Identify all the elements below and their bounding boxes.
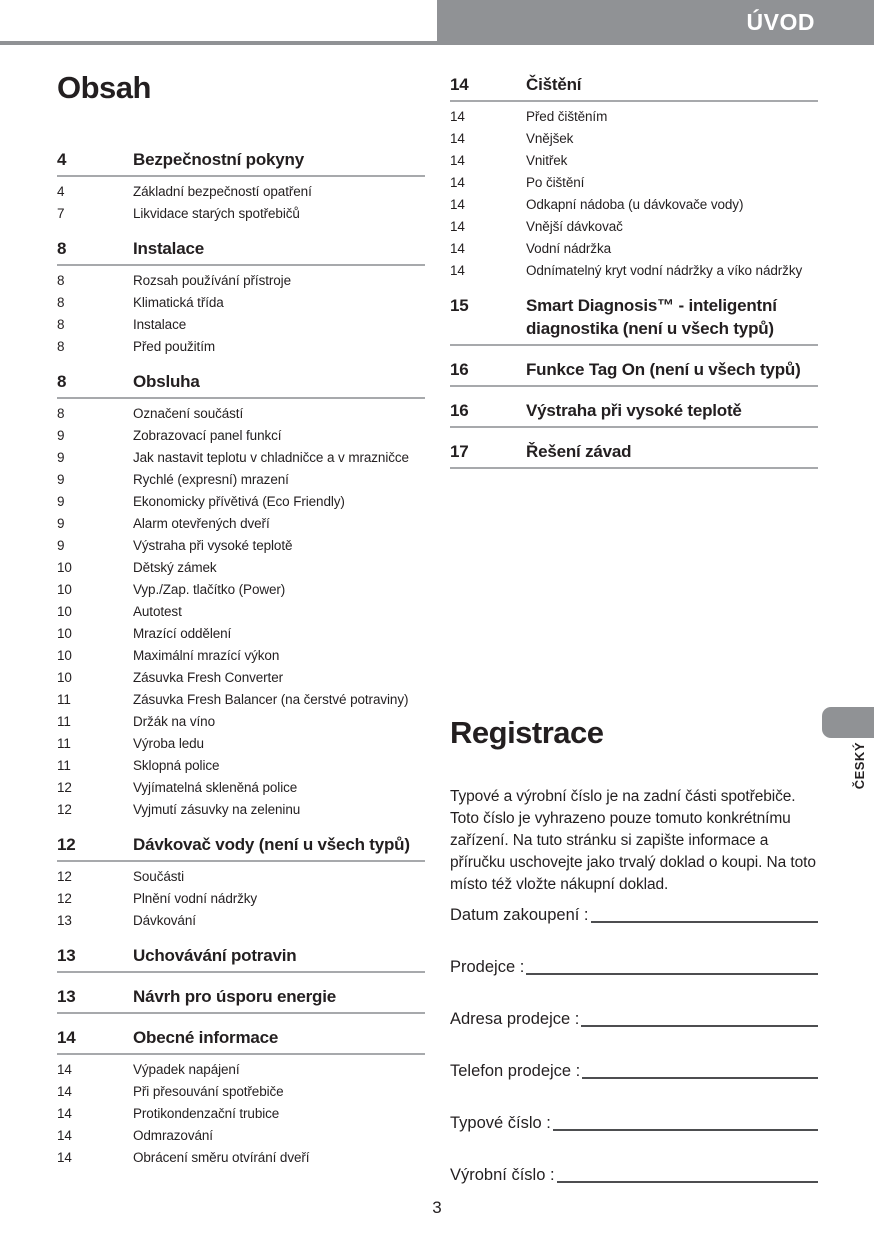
toc-item-page-number: 13 bbox=[57, 913, 72, 928]
toc-section-page-number: 13 bbox=[57, 946, 76, 965]
toc-item-page-number: 10 bbox=[57, 648, 72, 663]
toc-item bbox=[57, 314, 425, 336]
toc-item-label: Protikondenzační trubice bbox=[133, 1106, 280, 1121]
toc-section-heading bbox=[450, 294, 818, 346]
registration-blank-line bbox=[582, 1077, 818, 1079]
toc-item bbox=[57, 292, 425, 314]
toc-item bbox=[57, 1147, 425, 1169]
toc-item bbox=[57, 579, 425, 601]
toc-title: Obsah bbox=[57, 70, 151, 105]
toc-item-label: Alarm otevřených dveří bbox=[133, 516, 270, 531]
toc-section-page-number: 4 bbox=[57, 150, 67, 169]
header-rule bbox=[0, 41, 437, 45]
toc-section-title: Řešení závad bbox=[526, 442, 632, 461]
toc-item-page-number: 10 bbox=[57, 604, 72, 619]
toc-section-title: Dávkovač vody (není u všech typů) bbox=[133, 835, 410, 854]
toc-right-column bbox=[450, 73, 818, 481]
toc-item-page-number: 8 bbox=[57, 317, 65, 332]
toc-item-label: Ekonomicky přívětivá (Eco Friendly) bbox=[133, 494, 345, 509]
toc-section-heading bbox=[450, 73, 818, 102]
toc-section-heading bbox=[450, 358, 818, 387]
toc-item bbox=[57, 513, 425, 535]
toc-item-page-number: 9 bbox=[57, 494, 65, 509]
toc-item-page-number: 10 bbox=[57, 626, 72, 641]
toc-item-label: Vyp./Zap. tlačítko (Power) bbox=[133, 582, 286, 597]
registration-blank-line bbox=[557, 1181, 818, 1183]
toc-item-label: Výstraha při vysoké teplotě bbox=[133, 538, 293, 553]
toc-item-page-number: 14 bbox=[450, 153, 465, 168]
page-header-title: ÚVOD bbox=[746, 9, 815, 35]
toc-section-title: Smart Diagnosis™ - inteligentní diagnostika (není u všech typů) bbox=[526, 296, 777, 338]
toc-section-page-number: 16 bbox=[450, 360, 469, 379]
toc-section-heading bbox=[450, 440, 818, 469]
toc-item bbox=[57, 425, 425, 447]
toc-item-list bbox=[57, 862, 425, 932]
registration-field-label: Prodejce : bbox=[450, 958, 525, 976]
toc-item-label: Při přesouvání spotřebiče bbox=[133, 1084, 284, 1099]
toc-item-page-number: 11 bbox=[57, 736, 71, 751]
registration-field bbox=[450, 1007, 818, 1029]
toc-section-heading bbox=[57, 237, 425, 266]
toc-item-page-number: 14 bbox=[450, 197, 465, 212]
toc-item bbox=[57, 447, 425, 469]
toc-item bbox=[57, 203, 425, 225]
toc-item bbox=[57, 1059, 425, 1081]
toc-section bbox=[57, 944, 425, 973]
registration-section bbox=[450, 714, 818, 1185]
toc-item-label: Rozsah používání přístroje bbox=[133, 273, 291, 288]
registration-field bbox=[450, 1163, 818, 1185]
toc-item bbox=[57, 733, 425, 755]
toc-section bbox=[57, 1026, 425, 1169]
toc-item bbox=[57, 1081, 425, 1103]
toc-item-label: Jak nastavit teplotu v chladničce a v mrazničce bbox=[133, 450, 409, 465]
registration-field-label: Telefon prodejce : bbox=[450, 1062, 581, 1080]
toc-item-page-number: 10 bbox=[57, 582, 72, 597]
toc-item bbox=[57, 910, 425, 932]
toc-item bbox=[57, 535, 425, 557]
toc-item-label: Před použitím bbox=[133, 339, 215, 354]
toc-item-page-number: 11 bbox=[57, 692, 71, 707]
registration-blank-line bbox=[581, 1025, 818, 1027]
toc-section-page-number: 17 bbox=[450, 442, 469, 461]
toc-section-heading bbox=[57, 833, 425, 862]
toc-item bbox=[57, 469, 425, 491]
toc-item-label: Po čištění bbox=[526, 175, 585, 190]
toc-section bbox=[450, 440, 818, 469]
toc-item bbox=[57, 799, 425, 821]
registration-blank-line bbox=[591, 921, 819, 923]
toc-item-label: Zobrazovací panel funkcí bbox=[133, 428, 282, 443]
toc-item-list bbox=[450, 102, 818, 282]
toc-item-page-number: 9 bbox=[57, 516, 65, 531]
toc-section-heading bbox=[450, 399, 818, 428]
registration-fields bbox=[450, 903, 818, 1185]
toc-item-page-number: 14 bbox=[57, 1106, 72, 1121]
toc-item-label: Výroba ledu bbox=[133, 736, 204, 751]
toc-item-page-number: 14 bbox=[450, 219, 465, 234]
registration-field-label: Datum zakoupení : bbox=[450, 906, 589, 924]
toc-item bbox=[450, 172, 818, 194]
toc-item-label: Před čištěním bbox=[526, 109, 608, 124]
toc-item bbox=[57, 645, 425, 667]
toc-section-page-number: 13 bbox=[57, 987, 76, 1006]
toc-item-label: Rychlé (expresní) mrazení bbox=[133, 472, 289, 487]
toc-item bbox=[57, 601, 425, 623]
toc-section-heading bbox=[57, 370, 425, 399]
toc-item-page-number: 14 bbox=[57, 1150, 72, 1165]
toc-item-label: Součásti bbox=[133, 869, 184, 884]
toc-item-label: Odmrazování bbox=[133, 1128, 213, 1143]
toc-section bbox=[57, 985, 425, 1014]
toc-section bbox=[450, 73, 818, 282]
toc-item-page-number: 8 bbox=[57, 406, 65, 421]
toc-item-page-number: 14 bbox=[57, 1128, 72, 1143]
toc-item-page-number: 8 bbox=[57, 273, 65, 288]
toc-item bbox=[57, 270, 425, 292]
toc-item-label: Odnímatelný kryt vodní nádržky a víko nádržky bbox=[526, 263, 803, 278]
toc-item bbox=[450, 106, 818, 128]
toc-item-label: Autotest bbox=[133, 604, 182, 619]
toc-item-label: Mrazící oddělení bbox=[133, 626, 232, 641]
toc-item-page-number: 14 bbox=[450, 109, 465, 124]
toc-section bbox=[57, 237, 425, 358]
toc-item-label: Označení součástí bbox=[133, 406, 244, 421]
toc-item bbox=[450, 150, 818, 172]
toc-item-page-number: 14 bbox=[450, 175, 465, 190]
toc-item-label: Zásuvka Fresh Converter bbox=[133, 670, 284, 685]
toc-item bbox=[57, 667, 425, 689]
registration-field bbox=[450, 1059, 818, 1081]
toc-item-page-number: 10 bbox=[57, 560, 72, 575]
toc-item-label: Vyjímatelná skleněná police bbox=[133, 780, 298, 795]
toc-item bbox=[450, 216, 818, 238]
toc-item bbox=[57, 181, 425, 203]
toc-item-label: Vnitřek bbox=[526, 153, 568, 168]
toc-item bbox=[57, 866, 425, 888]
toc-section-heading bbox=[57, 1026, 425, 1055]
toc-item bbox=[450, 194, 818, 216]
toc-item bbox=[57, 755, 425, 777]
toc-item-list bbox=[57, 1055, 425, 1169]
toc-item-page-number: 14 bbox=[450, 263, 465, 278]
toc-item-page-number: 11 bbox=[57, 714, 71, 729]
toc-section bbox=[57, 833, 425, 932]
toc-item-list bbox=[57, 266, 425, 358]
toc-item-page-number: 11 bbox=[57, 758, 71, 773]
toc-item bbox=[57, 557, 425, 579]
toc-section-title: Výstraha při vysoké teplotě bbox=[526, 401, 742, 420]
toc-item-page-number: 9 bbox=[57, 538, 65, 553]
toc-item-label: Zásuvka Fresh Balancer (na čerstvé potraviny) bbox=[133, 692, 409, 707]
toc-item-page-number: 10 bbox=[57, 670, 72, 685]
toc-item-label: Maximální mrazící výkon bbox=[133, 648, 280, 663]
language-tab bbox=[822, 707, 874, 738]
toc-item bbox=[57, 689, 425, 711]
toc-item-label: Dávkování bbox=[133, 913, 196, 928]
toc-section-page-number: 16 bbox=[450, 401, 469, 420]
registration-body: Typové a výrobní číslo je na zadní části spotřebiče. Toto číslo je vyhrazeno pouze tomuto konkrétnímu zařízení. Na tuto stránku si zapište informace a příručku uschovejte jako trvalý doklad o koupi. Na toto místo též vložte nákupní doklad. bbox=[450, 788, 816, 893]
registration-field bbox=[450, 903, 818, 925]
toc-section bbox=[450, 358, 818, 387]
toc-item-list bbox=[57, 177, 425, 225]
toc-item bbox=[57, 1125, 425, 1147]
toc-item bbox=[57, 711, 425, 733]
registration-field-label: Výrobní číslo : bbox=[450, 1166, 555, 1184]
toc-item-page-number: 14 bbox=[450, 131, 465, 146]
toc-item-page-number: 12 bbox=[57, 802, 72, 817]
toc-item-page-number: 14 bbox=[57, 1062, 72, 1077]
toc-section-page-number: 8 bbox=[57, 372, 67, 391]
toc-item-page-number: 14 bbox=[450, 241, 465, 256]
toc-item bbox=[57, 403, 425, 425]
toc-item-label: Odkapní nádoba (u dávkovače vody) bbox=[526, 197, 744, 212]
toc-section-heading bbox=[57, 148, 425, 177]
toc-item-label: Držák na víno bbox=[133, 714, 215, 729]
toc-section-title: Bezpečnostní pokyny bbox=[133, 150, 304, 169]
toc-item-label: Vnějšek bbox=[526, 131, 574, 146]
header-bar bbox=[437, 0, 874, 45]
toc-item-label: Základní bezpečností opatření bbox=[133, 184, 312, 199]
toc-item-label: Vodní nádržka bbox=[526, 241, 612, 256]
toc-section-title: Funkce Tag On (není u všech typů) bbox=[526, 360, 801, 379]
toc-item bbox=[57, 336, 425, 358]
toc-item-label: Obrácení směru otvírání dveří bbox=[133, 1150, 310, 1165]
toc-item bbox=[57, 491, 425, 513]
toc-item bbox=[57, 888, 425, 910]
toc-item bbox=[57, 623, 425, 645]
registration-blank-line bbox=[553, 1129, 818, 1131]
toc-item-label: Sklopná police bbox=[133, 758, 220, 773]
toc-section-title: Obecné informace bbox=[133, 1028, 279, 1047]
registration-field bbox=[450, 955, 818, 977]
registration-title: Registrace bbox=[450, 715, 604, 750]
toc-item bbox=[450, 260, 818, 282]
toc-section-page-number: 12 bbox=[57, 835, 76, 854]
toc-item-page-number: 4 bbox=[57, 184, 65, 199]
toc-item-page-number: 7 bbox=[57, 206, 65, 221]
toc-item-list bbox=[57, 399, 425, 821]
toc-item-label: Likvidace starých spotřebičů bbox=[133, 206, 300, 221]
toc-item-page-number: 12 bbox=[57, 891, 72, 906]
toc-section-title: Čištění bbox=[526, 75, 582, 94]
toc-item-label: Výpadek napájení bbox=[133, 1062, 240, 1077]
toc-section-page-number: 14 bbox=[450, 75, 469, 94]
toc-item-page-number: 9 bbox=[57, 472, 65, 487]
toc-item-page-number: 8 bbox=[57, 295, 65, 310]
language-tab-label: ČESKÝ bbox=[852, 742, 867, 790]
toc-item-page-number: 9 bbox=[57, 428, 65, 443]
toc-section bbox=[57, 148, 425, 225]
page-number: 3 bbox=[432, 1198, 442, 1217]
toc-section-heading bbox=[57, 985, 425, 1014]
toc-item-label: Vyjmutí zásuvky na zeleninu bbox=[133, 802, 301, 817]
toc-item-label: Plnění vodní nádržky bbox=[133, 891, 258, 906]
toc-section-title: Návrh pro úsporu energie bbox=[133, 987, 337, 1006]
toc-section-heading bbox=[57, 944, 425, 973]
toc-item-page-number: 12 bbox=[57, 869, 72, 884]
toc-section bbox=[57, 370, 425, 821]
toc-item-page-number: 8 bbox=[57, 339, 65, 354]
toc-item-page-number: 12 bbox=[57, 780, 72, 795]
registration-blank-line bbox=[526, 973, 818, 975]
toc-section-page-number: 8 bbox=[57, 239, 67, 258]
toc-section-title: Uchovávání potravin bbox=[133, 946, 297, 965]
toc-item bbox=[57, 777, 425, 799]
registration-field bbox=[450, 1111, 818, 1133]
toc-left-column bbox=[57, 148, 425, 1181]
toc-section-page-number: 15 bbox=[450, 296, 469, 315]
toc-item-label: Dětský zámek bbox=[133, 560, 217, 575]
toc-section bbox=[450, 294, 818, 346]
toc-item-label: Vnější dávkovač bbox=[526, 219, 623, 234]
toc-section-title: Instalace bbox=[133, 239, 204, 258]
toc-item bbox=[450, 238, 818, 260]
registration-field-label: Adresa prodejce : bbox=[450, 1010, 580, 1028]
toc-item-page-number: 9 bbox=[57, 450, 65, 465]
toc-item-label: Instalace bbox=[133, 317, 187, 332]
registration-field-label: Typové číslo : bbox=[450, 1114, 551, 1132]
toc-item-page-number: 14 bbox=[57, 1084, 72, 1099]
toc-item bbox=[450, 128, 818, 150]
toc-item-label: Klimatická třída bbox=[133, 295, 224, 310]
toc-section-page-number: 14 bbox=[57, 1028, 76, 1047]
toc-section bbox=[450, 399, 818, 428]
toc-item bbox=[57, 1103, 425, 1125]
toc-section-title: Obsluha bbox=[133, 372, 200, 391]
